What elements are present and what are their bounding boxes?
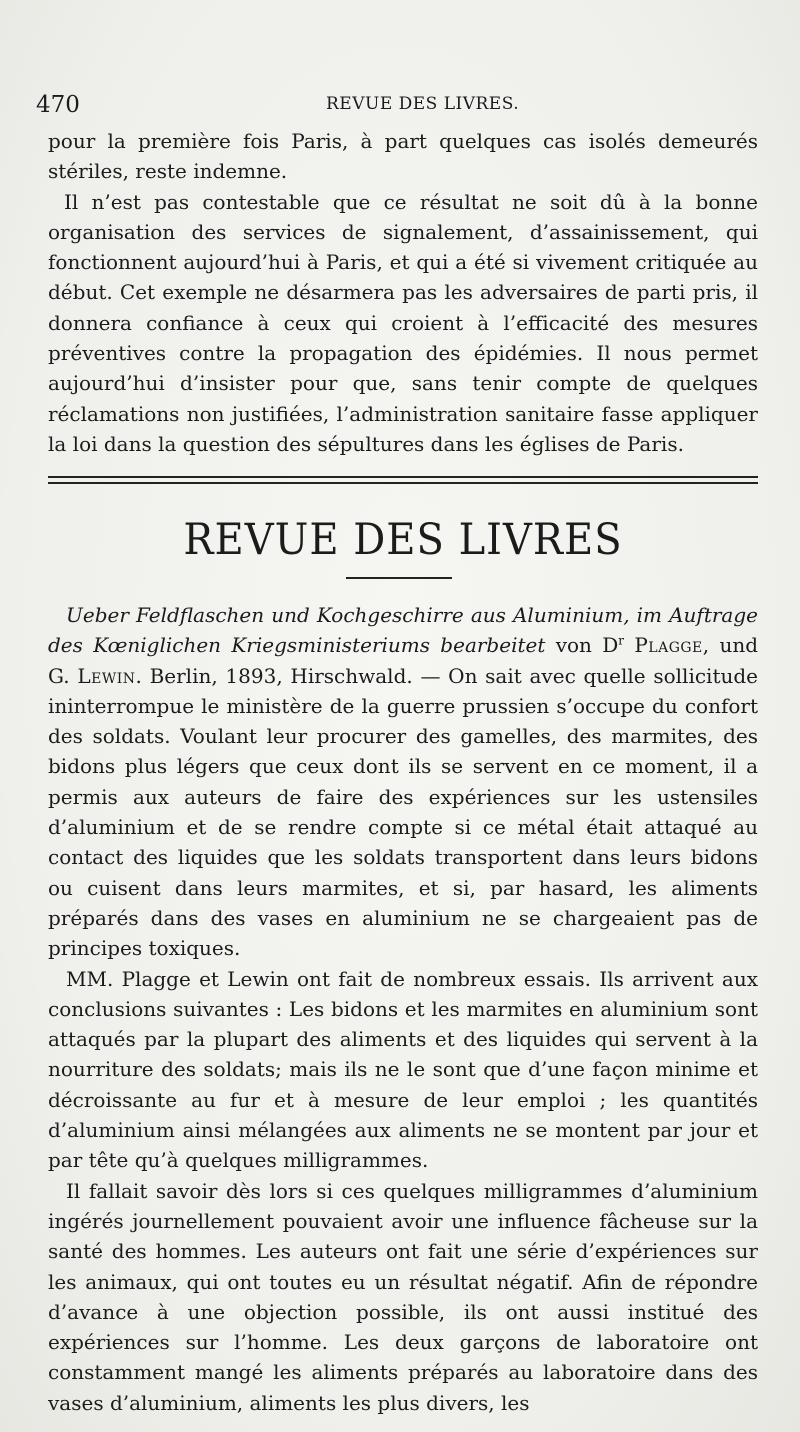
book-review: [48, 600, 758, 1418]
section-divider-top: [48, 476, 758, 478]
section-title: REVUE DES LIVRES: [183, 515, 623, 565]
review-paragraph-1: [48, 600, 758, 964]
intro-text-block: [48, 126, 758, 460]
section-divider-bottom: [48, 482, 758, 484]
title-rule: [346, 577, 452, 579]
review-paragraph-1-text: — On sait avec quelle sollicitude ininterrompue le ministère de la guerre prussien s’occupe du confort des soldats. Voulant leur procurer des gamelles, des marmites, des bidons plus légers que ceux dont ils se servent en ce moment, il a permis aux auteurs de faire des expériences sur les ustensiles d’aluminium et de se rendre compte si ce métal était attaqué au contact des liquides que les soldats transportent dans leurs bidons ou cuisent dans leurs marmites, et si, par hasard, les aliments préparés dans des vases en aluminium ne se chargeaient pas de principes toxiques.: [48, 663, 758, 961]
review-author-prefix: von D: [555, 633, 619, 658]
intro-continued-paragraph: pour la première fois Paris, à part quelques cas isolés demeurés stériles, reste indemne.: [48, 129, 758, 184]
review-book-title: Ueber Feldflaschen und Kochgeschirre aus Aluminium, im Auftrage des Kœniglichen Kriegsministeriums bearbeitet: [48, 603, 758, 658]
review-author-superscript: r: [618, 633, 625, 648]
review-author-1: Plagge: [634, 633, 703, 658]
running-title: REVUE DES LIVRES.: [326, 94, 520, 114]
running-head: [36, 92, 760, 122]
page-number: 470: [36, 92, 80, 118]
review-paragraph-3: Il fallait savoir dès lors si ces quelques milligrammes d’aluminium ingérés journellement pouvaient avoir une influence fâcheuse sur la santé des hommes. Les auteurs ont fait une série d’expériences sur les animaux, qui ont toutes eu un résultat négatif. Afin de répondre d’avance à une objection possible, ils ont aussi institué des expériences sur l’homme. Les deux garçons de laboratoire ont constamment mangé les aliments préparés au laboratoire dans des vases d’aluminium, aliments les plus divers, les: [48, 1178, 758, 1415]
review-publication: . Berlin, 1893, Hirschwald.: [135, 663, 413, 688]
review-author-join: , und G.: [48, 633, 759, 688]
review-paragraph-2: MM. Plagge et Lewin ont fait de nombreux essais. Ils arrivent aux conclusions suivantes : Les bidons et les marmites en aluminium sont attaqués par la plupart des aliments et des liquides qui servent à la nourriture des soldats; mais ils ne le sont que d’une façon minime et décroissante au fur et à mesure de leur emploi ; les quantités d’aluminium ainsi mélangées aux aliments ne se montent par jour et par tête qu’à quelques milligrammes.: [48, 966, 758, 1173]
intro-indented-paragraph: Il n’est pas contestable que ce résultat ne soit dû à la bonne organisation des services de signalement, d’assainissement, qui fonctionnent aujourd’hui à Paris, et qui a été si vivement critiquée au début. Cet exemple ne désarmera pas les adversaires de parti pris, il donnera confiance à ceux qui croient à l’efficacité des mesures préventives contre la propagation des épidémies. Il nous permet aujourd’hui d’insister pour que, sans tenir compte de quelques réclamations non justifiées, l’administration sanitaire fasse appliquer la loi dans la question des sépultures dans les églises de Paris.: [48, 189, 758, 456]
review-author-2: Lewin: [77, 663, 136, 688]
